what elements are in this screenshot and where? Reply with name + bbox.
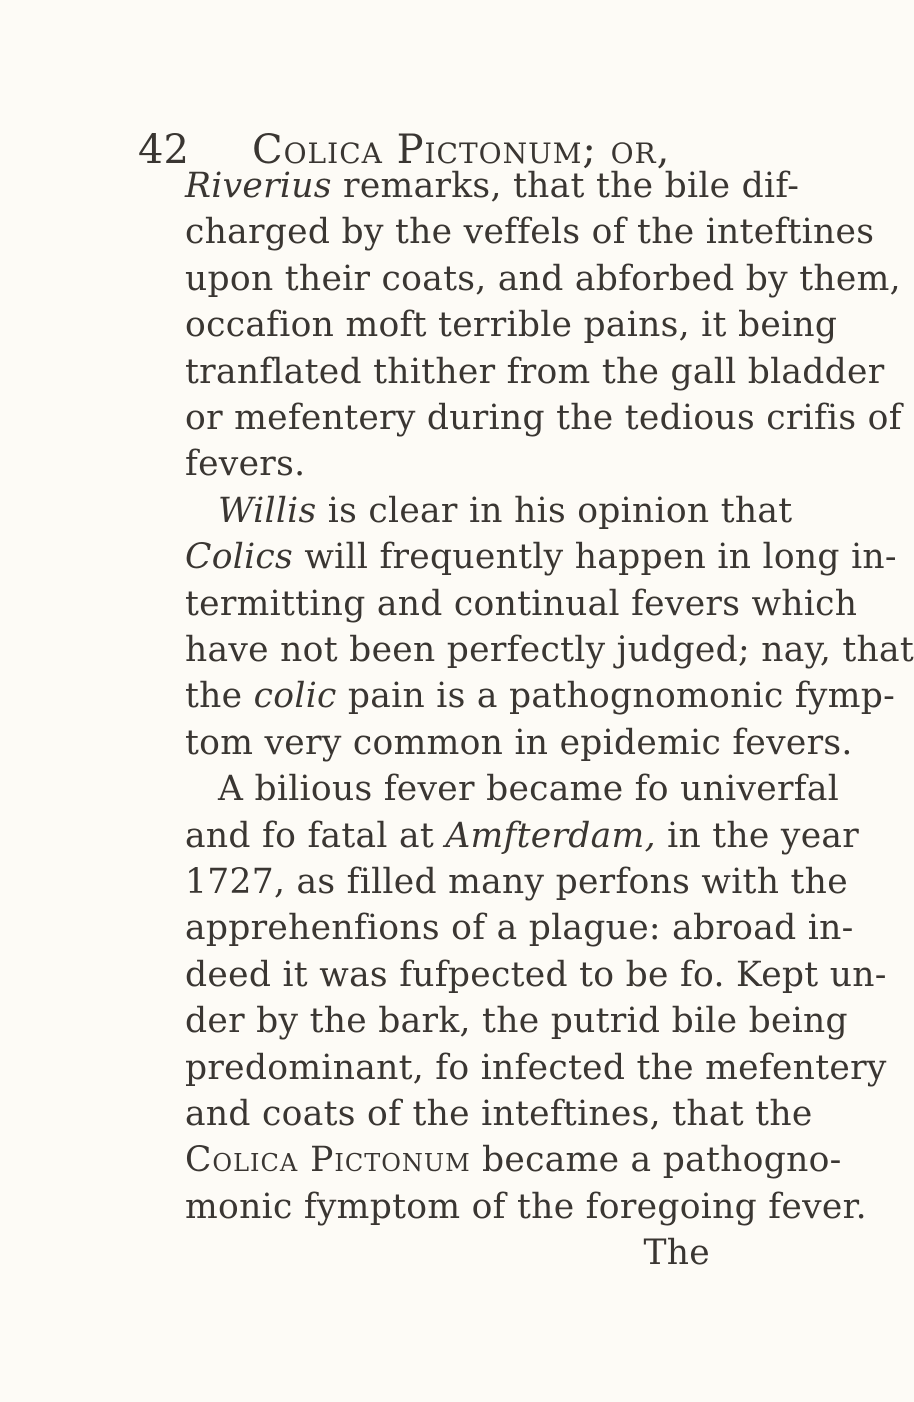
text-line (185, 206, 875, 258)
text-span: remarks, that the bile dif- (331, 166, 800, 206)
text-line (185, 253, 901, 305)
text-line (185, 578, 858, 630)
text-line (185, 1042, 887, 1094)
text-span: and fo fatal at (185, 815, 446, 856)
text-line (185, 717, 853, 769)
running-title: Colica Pictonum; or, (252, 127, 671, 173)
italic-term: Willis (218, 490, 317, 531)
text-line (185, 995, 848, 1047)
text-span: or mefentery during the tedious crifis of (185, 398, 902, 438)
text-line (185, 856, 848, 908)
small-caps-term: Colica Pictonum (185, 1140, 471, 1181)
text-span: A bilious fever became fo univerfal (218, 769, 840, 810)
text-line (218, 485, 793, 537)
text-line (185, 531, 897, 583)
text-span: termitting and continual fevers which (185, 583, 858, 624)
text-span: have not been perfectly judged; nay, that (185, 630, 914, 670)
text-span: charged by the veffels of the inteftines (185, 212, 875, 253)
text-line (185, 949, 887, 1001)
text-span: der by the bark, the putrid bile being (185, 1001, 848, 1042)
italic-term: Amfterdam, (445, 815, 656, 856)
text-span: 1727, as filled many perfons with the (185, 862, 848, 902)
text-line (185, 902, 854, 954)
text-span: is clear in his opinion that (316, 490, 793, 531)
italic-term: colic (253, 676, 337, 717)
page-number: 42 (138, 127, 189, 173)
italic-term: Riverius (185, 166, 332, 206)
italic-term: Colics (185, 537, 294, 578)
text-span: tranflated thither from the gall bladder (185, 351, 885, 392)
catchword: The (643, 1233, 710, 1274)
text-span: monic fymptom of the foregoing fever. (185, 1186, 867, 1227)
text-line (185, 392, 902, 444)
text-span: in the year (655, 815, 860, 856)
text-span: became a pathogno- (470, 1140, 842, 1181)
text-line (185, 624, 914, 676)
text-span: pain is a pathognomonic fymp- (336, 676, 896, 717)
text-line (185, 1134, 842, 1186)
text-line (185, 346, 885, 398)
text-line (185, 299, 838, 351)
text-line (185, 670, 896, 722)
text-line (185, 810, 860, 862)
text-line (185, 1088, 813, 1140)
text-span: predominant, fo infected the mefentery (185, 1047, 887, 1088)
text-line (218, 763, 840, 815)
text-line (185, 1181, 867, 1233)
text-span: the (185, 676, 254, 717)
text-span: fevers. (185, 444, 306, 485)
text-line (185, 160, 800, 212)
text-span: upon their coats, and abforbed by them, (185, 258, 901, 299)
text-line (185, 438, 715, 490)
text-span: will frequently happen in long in- (293, 537, 897, 578)
text-span: and coats of the inteftines, that the (185, 1094, 813, 1134)
text-span: apprehenfions of a plague: abroad in- (185, 908, 854, 949)
text-span: deed it was fufpected to be fo. Kept un- (185, 954, 887, 995)
text-span: occafion moft terrible pains, it being (185, 305, 838, 346)
text-span: tom very common in epidemic fevers. (185, 722, 853, 763)
